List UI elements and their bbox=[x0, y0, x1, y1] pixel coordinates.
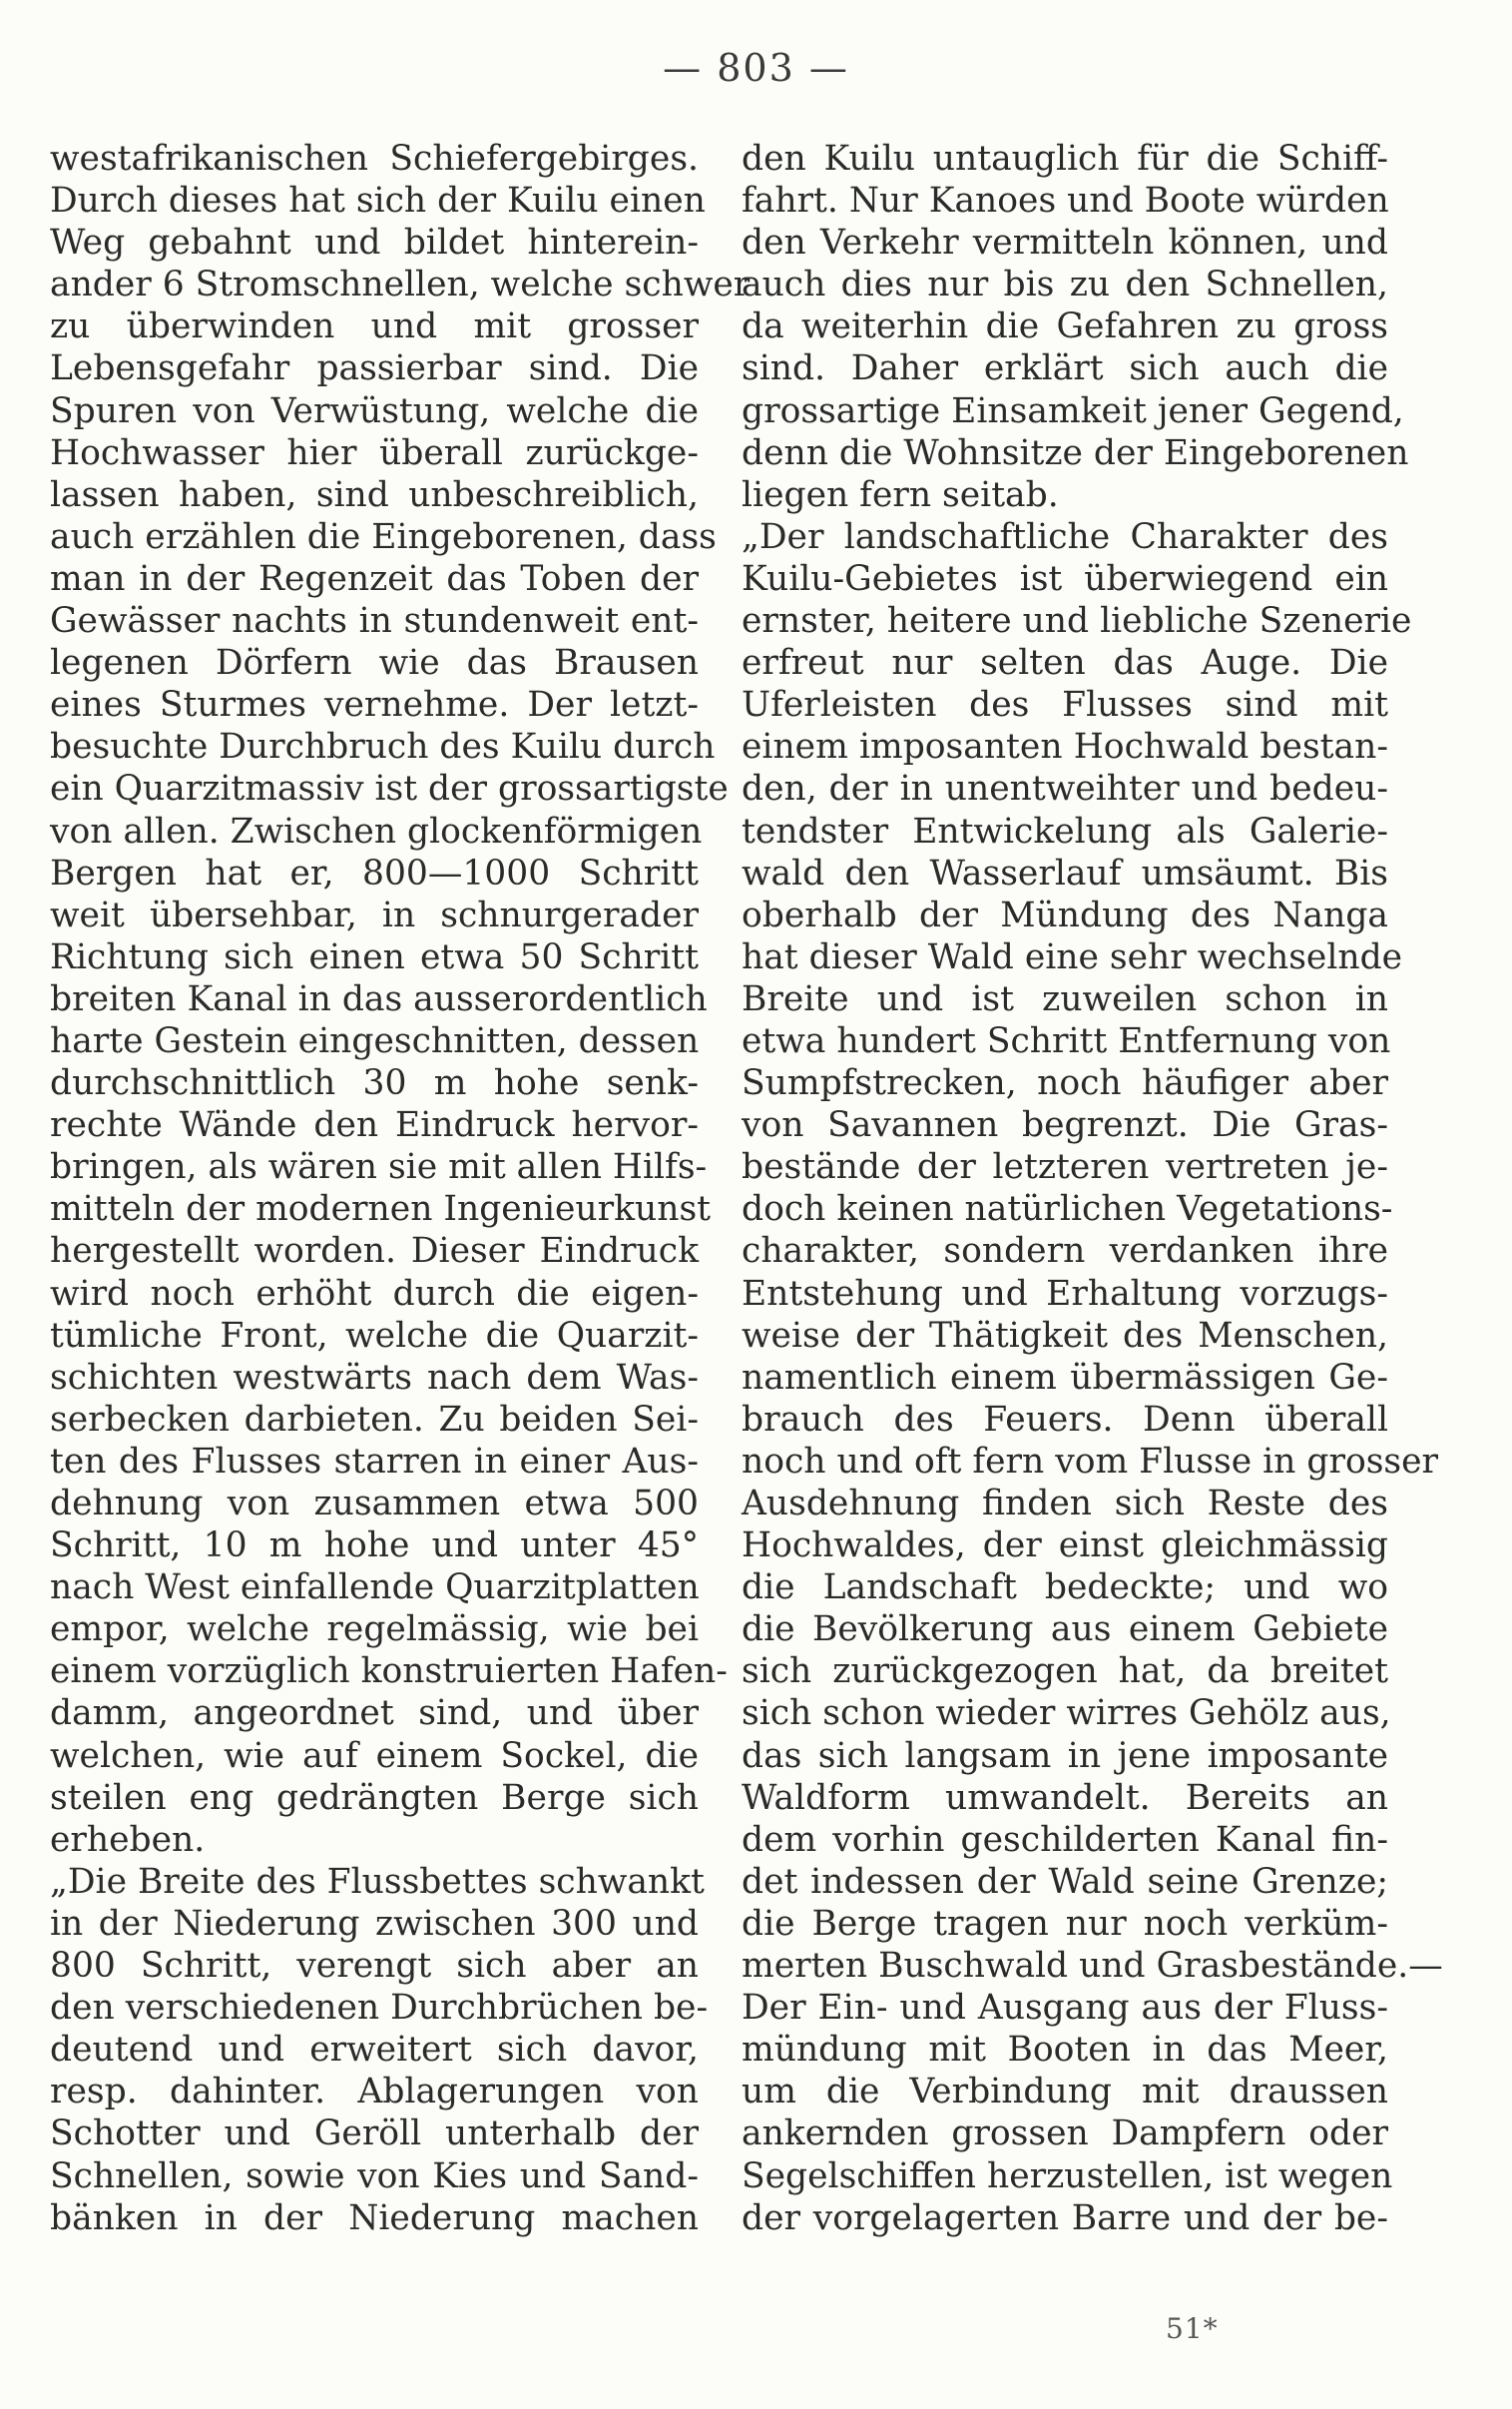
text-line: Schritt, 10 m hohe und unter 45° bbox=[50, 1525, 699, 1566]
text-line: namentlich einem übermässigen Ge- bbox=[742, 1357, 1388, 1398]
text-line: steilen eng gedrängten Berge sich bbox=[50, 1777, 699, 1818]
text-line: zu überwinden und mit grosser bbox=[50, 306, 699, 347]
text-line: Entstehung und Erhaltung vorzugs- bbox=[742, 1273, 1388, 1314]
text-line: Breite und ist zuweilen schon in bbox=[742, 978, 1388, 1019]
text-line: die Berge tragen nur noch verküm- bbox=[742, 1903, 1388, 1944]
text-line: fahrt. Nur Kanoes und Boote würden bbox=[742, 181, 1389, 222]
text-line: charakter, sondern verdanken ihre bbox=[742, 1231, 1388, 1272]
text-line: doch keinen natürlichen Vegetations- bbox=[742, 1189, 1393, 1230]
text-line: Kuilu-Gebietes ist überwiegend ein bbox=[742, 558, 1388, 599]
text-line: hat dieser Wald eine sehr wechselnde bbox=[742, 936, 1403, 977]
left-column bbox=[50, 138, 751, 2239]
text-line: ernster, heitere und liebliche Szenerie bbox=[742, 601, 1412, 642]
text-line: liegen fern seitab. bbox=[742, 474, 1059, 515]
text-line: erheben. bbox=[50, 1819, 206, 1860]
text-line: auch erzählen die Eingeborenen, dass bbox=[50, 516, 717, 557]
text-line: den Verkehr vermitteln können, und bbox=[742, 223, 1388, 264]
text-line: grossartige Einsamkeit jener Gegend, bbox=[742, 390, 1404, 431]
text-line: sind. Daher erklärt sich auch die bbox=[742, 348, 1388, 389]
text-line: „Die Breite des Flussbettes schwankt bbox=[50, 1861, 705, 1902]
text-line: Schotter und Geröll unterhalb der bbox=[50, 2113, 699, 2154]
text-line: ankernden grossen Dampfern oder bbox=[742, 2113, 1388, 2154]
text-line: etwa hundert Schritt Entfernung von bbox=[742, 1020, 1391, 1061]
text-line: von allen. Zwischen glockenförmigen bbox=[50, 811, 703, 852]
text-line: damm, angeordnet sind, und über bbox=[50, 1693, 699, 1734]
text-line: einem imposanten Hochwald bestan- bbox=[742, 727, 1388, 768]
text-line: besuchte Durchbruch des Kuilu durch bbox=[50, 727, 716, 768]
text-line: Spuren von Verwüstung, welche die bbox=[50, 390, 699, 431]
text-line: Schnellen, sowie von Kies und Sand- bbox=[50, 2155, 699, 2196]
text-line: sich zurückgezogen hat, da breitet bbox=[742, 1651, 1388, 1692]
text-line: det indessen der Wald seine Grenze; bbox=[742, 1861, 1388, 1902]
text-line: das sich langsam in jene imposante bbox=[742, 1735, 1388, 1776]
text-line: welchen, wie auf einem Sockel, die bbox=[50, 1735, 699, 1776]
text-line: erfreut nur selten das Auge. Die bbox=[742, 643, 1388, 684]
text-line: weise der Thätigkeit des Menschen, bbox=[742, 1315, 1388, 1356]
text-line: nach West einfallende Quarzitplatten bbox=[50, 1567, 700, 1608]
text-line: der vorgelagerten Barre und der be- bbox=[742, 2197, 1388, 2238]
text-line: rechte Wände den Eindruck hervor- bbox=[50, 1105, 699, 1146]
text-line: die Bevölkerung aus einem Gebiete bbox=[742, 1609, 1388, 1650]
text-line: 800 Schritt, verengt sich aber an bbox=[50, 1946, 699, 1987]
text-line: die Landschaft bedeckte; und wo bbox=[742, 1567, 1388, 1608]
text-line: Richtung sich einen etwa 50 Schritt bbox=[50, 936, 699, 977]
text-line: serbecken darbieten. Zu beiden Sei- bbox=[50, 1399, 699, 1440]
text-line: denn die Wohnsitze der Eingeborenen bbox=[742, 432, 1409, 473]
text-line: den, der in unentweihter und bedeu- bbox=[742, 769, 1388, 810]
text-line: „Der landschaftliche Charakter des bbox=[742, 516, 1388, 557]
text-line: tendster Entwickelung als Galerie- bbox=[742, 811, 1388, 852]
text-line: resp. dahinter. Ablagerungen von bbox=[50, 2072, 699, 2112]
text-line: brauch des Feuers. Denn überall bbox=[742, 1399, 1388, 1440]
text-line: ander 6 Stromschnellen, welche schwer bbox=[50, 265, 751, 305]
text-line: in der Niederung zwischen 300 und bbox=[50, 1903, 699, 1944]
text-line: Ausdehnung finden sich Reste des bbox=[742, 1484, 1388, 1523]
text-line: bänken in der Niederung machen bbox=[50, 2197, 699, 2238]
text-line: oberhalb der Mündung des Nanga bbox=[742, 895, 1388, 935]
text-line: breiten Kanal in das ausserordentlich bbox=[50, 978, 708, 1019]
text-line: man in der Regenzeit das Toben der bbox=[50, 558, 699, 599]
text-line: merten Buschwald und Grasbestände.— bbox=[742, 1946, 1443, 1987]
text-line: einem vorzüglich konstruierten Hafen- bbox=[50, 1651, 728, 1692]
text-line: eines Sturmes vernehme. Der letzt- bbox=[50, 685, 699, 726]
text-line: Durch dieses hat sich der Kuilu einen bbox=[50, 181, 706, 222]
text-line: Bergen hat er, 800—1000 Schritt bbox=[50, 853, 699, 894]
text-line: durchschnittlich 30 m hohe senk- bbox=[50, 1063, 699, 1104]
text-line: tümliche Front, welche die Quarzit- bbox=[50, 1315, 699, 1356]
text-line: Weg gebahnt und bildet hinterein- bbox=[50, 223, 699, 264]
text-line: empor, welche regelmässig, wie bei bbox=[50, 1609, 699, 1650]
text-line: den verschiedenen Durchbrüchen be- bbox=[50, 1988, 709, 2029]
text-line: wald den Wasserlauf umsäumt. Bis bbox=[742, 853, 1388, 894]
text-line: westafrikanischen Schiefergebirges. bbox=[50, 139, 699, 179]
text-line: Hochwaldes, der einst gleichmässig bbox=[742, 1525, 1388, 1566]
text-line: weit übersehbar, in schnurgerader bbox=[50, 895, 699, 935]
text-line: mitteln der modernen Ingenieurkunst bbox=[50, 1189, 712, 1230]
text-line: lassen haben, sind unbeschreiblich, bbox=[50, 474, 699, 515]
text-line: dem vorhin geschilderten Kanal fin- bbox=[742, 1819, 1388, 1860]
text-line: Hochwasser hier überall zurückge- bbox=[50, 432, 699, 473]
page-number: — 803 — bbox=[663, 46, 849, 90]
text-line: deutend und erweitert sich davor, bbox=[50, 2030, 699, 2071]
text-line: Segelschiffen herzustellen, ist wegen bbox=[742, 2155, 1393, 2196]
text-line: bringen, als wären sie mit allen Hilfs- bbox=[50, 1147, 708, 1188]
text-line: Waldform umwandelt. Bereits an bbox=[742, 1777, 1388, 1818]
text-line: Der Ein- und Ausgang aus der Fluss- bbox=[742, 1988, 1388, 2029]
text-line: mündung mit Booten in das Meer, bbox=[742, 2030, 1388, 2071]
text-line: den Kuilu untauglich für die Schiff- bbox=[742, 139, 1388, 179]
text-line: sich schon wieder wirres Gehölz aus, bbox=[742, 1693, 1391, 1734]
text-line: hergestellt worden. Dieser Eindruck bbox=[50, 1231, 699, 1272]
text-line: auch dies nur bis zu den Schnellen, bbox=[742, 265, 1388, 305]
text-line: noch und oft fern vom Flusse in grosser bbox=[742, 1441, 1439, 1482]
printer-signature: 51* bbox=[1166, 2312, 1219, 2345]
text-line: bestände der letzteren vertreten je- bbox=[742, 1147, 1388, 1188]
right-column bbox=[742, 138, 1443, 2239]
text-line: schichten westwärts nach dem Was- bbox=[50, 1357, 699, 1398]
text-line: Lebensgefahr passierbar sind. Die bbox=[50, 348, 699, 389]
text-line: harte Gestein eingeschnitten, dessen bbox=[50, 1020, 700, 1061]
text-line: da weiterhin die Gefahren zu gross bbox=[742, 306, 1388, 347]
text-line: ten des Flusses starren in einer Aus- bbox=[50, 1441, 699, 1482]
text-line: legenen Dörfern wie das Brausen bbox=[50, 643, 699, 684]
text-line: von Savannen begrenzt. Die Gras- bbox=[742, 1105, 1388, 1146]
text-line: ein Quarzitmassiv ist der grossartigste bbox=[50, 769, 729, 810]
text-line: wird noch erhöht durch die eigen- bbox=[50, 1273, 699, 1314]
text-line: Gewässer nachts in stundenweit ent- bbox=[50, 601, 699, 642]
text-line: Uferleisten des Flusses sind mit bbox=[742, 685, 1388, 726]
text-line: Sumpfstrecken, noch häufiger aber bbox=[742, 1063, 1388, 1104]
text-line: um die Verbindung mit draussen bbox=[742, 2072, 1388, 2112]
text-line: dehnung von zusammen etwa 500 bbox=[50, 1484, 699, 1523]
